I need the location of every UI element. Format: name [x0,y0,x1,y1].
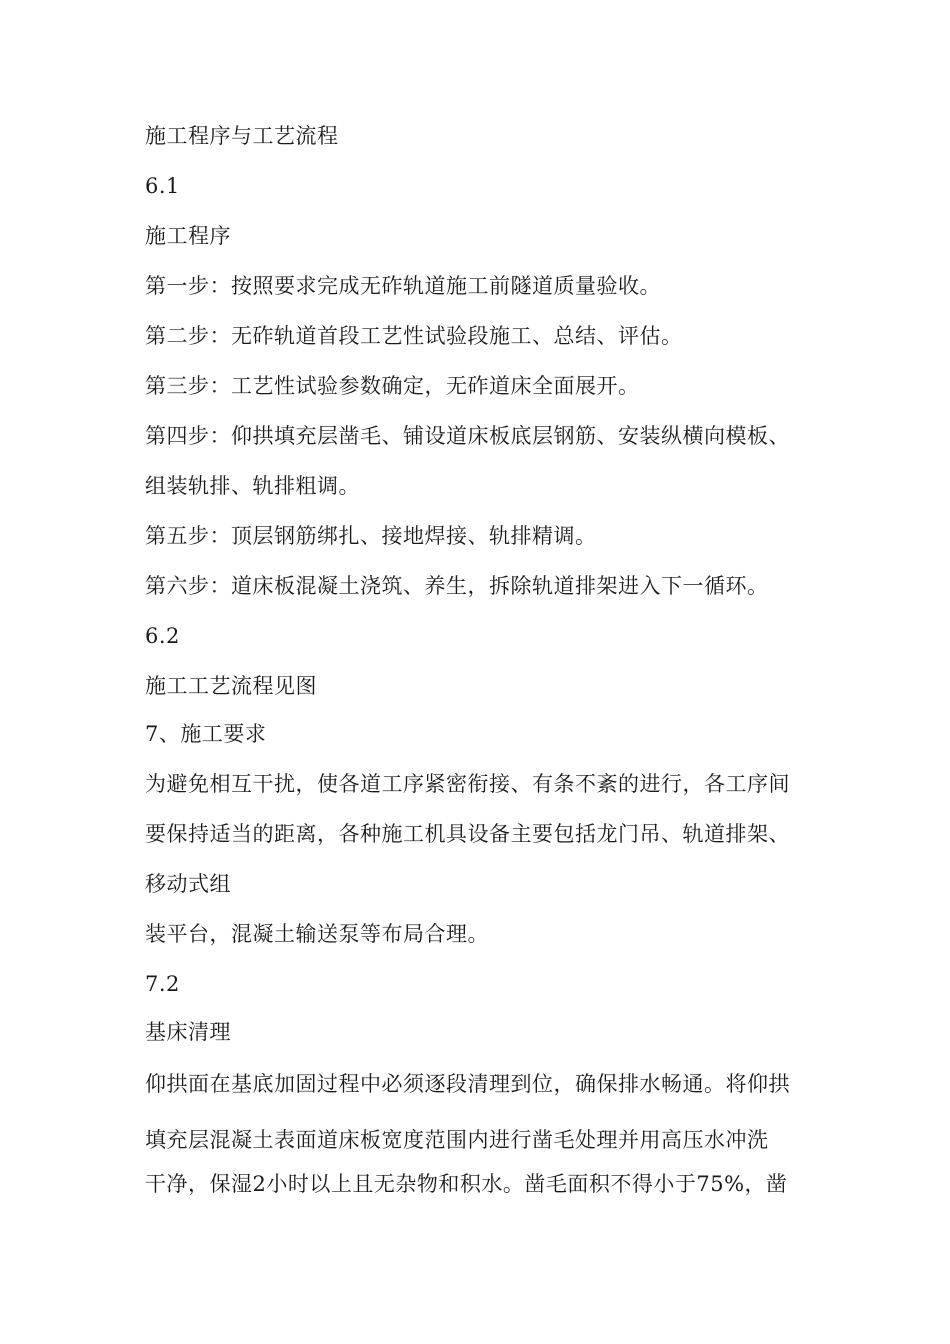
paragraph-line: 仰拱面在基底加固过程中必须逐段清理到位，确保排水畅通。将仰拱 [145,1072,790,1096]
step-line: 第五步：顶层钢筋绑扎、接地焊接、轨排精调。 [145,524,597,548]
step-line: 第三步：工艺性试验参数确定，无砟道床全面展开。 [145,374,640,398]
section-title: 7、施工要求 [145,722,267,746]
subsection-title: 基床清理 [145,1020,231,1044]
section-number: 7.2 [145,972,180,996]
paragraph-line: 为避免相互干扰，使各道工序紧密衔接、有条不紊的进行，各工序间 [145,772,790,796]
paragraph-line: 填充层混凝土表面道床板宽度范围内进行凿毛处理并用高压水冲洗 [145,1128,769,1152]
subsection-title: 施工工艺流程见图 [145,674,317,698]
step-line: 第二步：无砟轨道首段工艺性试验段施工、总结、评估。 [145,324,683,348]
paragraph-line: 要保持适当的距离，各种施工机具设备主要包括龙门吊、轨道排架、 [145,822,790,846]
paragraph-line: 移动式组 [145,872,231,896]
paragraph-line: 装平台，混凝土输送泵等布局合理。 [145,922,489,946]
step-line: 第六步：道床板混凝土浇筑、养生，拆除轨道排架进入下一循环。 [145,574,769,598]
section-title: 施工程序与工艺流程 [145,124,339,148]
paragraph-line: 干净，保湿2小时以上且无杂物和积水。凿毛面积不得小于75%，凿 [145,1172,788,1196]
step-line-continued: 组装轨排、轨排粗调。 [145,474,360,498]
subsection-title: 施工程序 [145,224,231,248]
section-number: 6.2 [145,624,180,648]
step-line: 第四步：仰拱填充层凿毛、铺设道床板底层钢筋、安装纵横向模板、 [145,424,790,448]
section-number: 6.1 [145,174,180,198]
step-line: 第一步：按照要求完成无砟轨道施工前隧道质量验收。 [145,274,661,298]
